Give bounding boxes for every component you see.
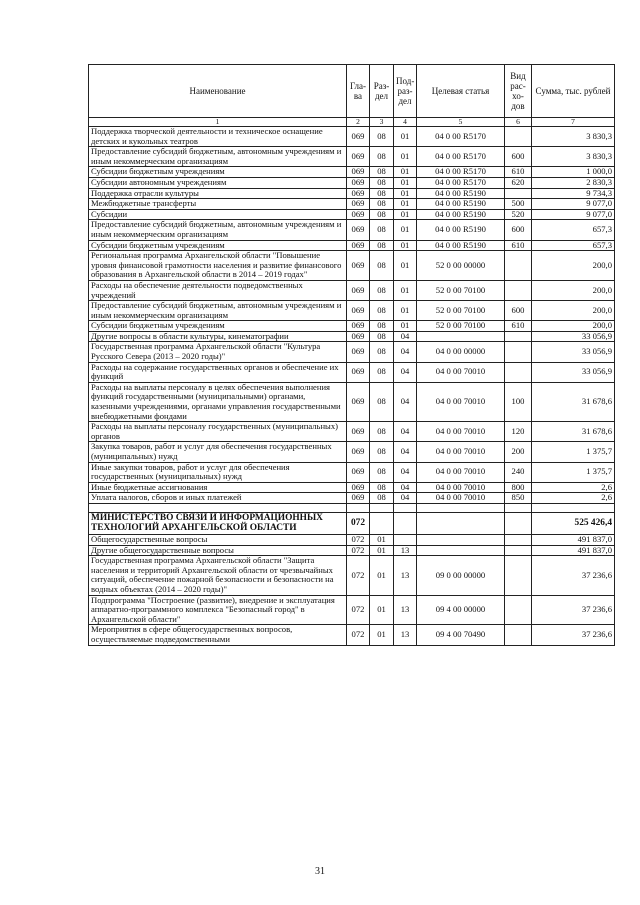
column-number: 5 xyxy=(417,118,505,127)
cell-vid: 120 xyxy=(505,422,532,442)
cell-vid: 800 xyxy=(505,482,532,493)
cell-razdel: 08 xyxy=(370,220,394,240)
cell-summa: 3 830,3 xyxy=(532,147,615,167)
cell-razdel: 08 xyxy=(370,280,394,300)
cell-statya xyxy=(417,534,505,545)
cell-podrazdel: 01 xyxy=(394,199,417,210)
table-row xyxy=(89,556,615,595)
cell-statya: 09 4 00 70490 xyxy=(417,625,505,645)
header-glava: Гла-ва xyxy=(347,65,370,118)
cell-glava: 069 xyxy=(347,147,370,167)
cell-razdel: 08 xyxy=(370,462,394,482)
cell-podrazdel xyxy=(394,534,417,545)
header-name: Наименование xyxy=(89,65,347,118)
cell-statya: 04 0 00 R5190 xyxy=(417,209,505,220)
column-number-row xyxy=(89,118,615,127)
column-number: 1 xyxy=(89,118,347,127)
table-row xyxy=(89,301,615,321)
cell-summa: 33 056,9 xyxy=(532,362,615,382)
cell-podrazdel: 04 xyxy=(394,382,417,421)
cell-glava: 072 xyxy=(347,545,370,556)
cell-vid xyxy=(505,127,532,147)
cell-statya: 04 0 00 70010 xyxy=(417,493,505,504)
cell-summa: 31 678,6 xyxy=(532,422,615,442)
cell-vid: 500 xyxy=(505,199,532,210)
table-row xyxy=(89,331,615,342)
cell-vid xyxy=(505,625,532,645)
cell-razdel: 08 xyxy=(370,321,394,332)
cell-podrazdel: 01 xyxy=(394,301,417,321)
cell-statya: 09 0 00 00000 xyxy=(417,556,505,595)
cell-razdel: 01 xyxy=(370,556,394,595)
cell-glava: 069 xyxy=(347,167,370,178)
cell-vid: 600 xyxy=(505,147,532,167)
cell-name: Субсидии бюджетным учреждениям xyxy=(89,167,347,178)
cell-razdel: 01 xyxy=(370,545,394,556)
cell-vid: 610 xyxy=(505,240,532,251)
cell-glava: 069 xyxy=(347,199,370,210)
cell-glava: 072 xyxy=(347,625,370,645)
cell-name: Другие общегосударственные вопросы xyxy=(89,545,347,556)
cell-name: Расходы на выплаты персоналу в целях обеспечения выполнения функций государственными (муниципальными) органами, казенными учреждениями, органами управления государственными внебюджетными фондами xyxy=(89,382,347,421)
cell-podrazdel: 01 xyxy=(394,220,417,240)
cell-glava: 069 xyxy=(347,177,370,188)
cell-podrazdel: 01 xyxy=(394,251,417,281)
cell-razdel: 08 xyxy=(370,301,394,321)
cell-vid: 610 xyxy=(505,321,532,332)
empty-cell xyxy=(347,503,370,512)
table-row xyxy=(89,209,615,220)
cell-podrazdel: 04 xyxy=(394,331,417,342)
cell-glava: 069 xyxy=(347,362,370,382)
cell-razdel: 08 xyxy=(370,493,394,504)
cell-statya: 04 0 00 00000 xyxy=(417,342,505,362)
cell-name: Закупка товаров, работ и услуг для обеспечения государственных (муниципальных) нужд xyxy=(89,442,347,462)
ministry-row xyxy=(89,512,615,534)
cell-name: МИНИСТЕРСТВО СВЯЗИ И ИНФОРМАЦИОННЫХ ТЕХНОЛОГИЙ АРХАНГЕЛЬСКОЙ ОБЛАСТИ xyxy=(89,512,347,534)
empty-cell xyxy=(532,503,615,512)
cell-summa: 657,3 xyxy=(532,220,615,240)
cell-podrazdel xyxy=(394,512,417,534)
cell-podrazdel: 01 xyxy=(394,127,417,147)
cell-podrazdel: 01 xyxy=(394,280,417,300)
table-row xyxy=(89,280,615,300)
cell-podrazdel: 01 xyxy=(394,147,417,167)
cell-vid xyxy=(505,342,532,362)
cell-glava: 069 xyxy=(347,188,370,199)
cell-name: Общегосударственные вопросы xyxy=(89,534,347,545)
cell-statya: 04 0 00 R5190 xyxy=(417,220,505,240)
cell-name: Иные закупки товаров, работ и услуг для обеспечения государственных (муниципальных) нужд xyxy=(89,462,347,482)
cell-vid xyxy=(505,188,532,199)
cell-statya: 04 0 00 70010 xyxy=(417,382,505,421)
table-row xyxy=(89,321,615,332)
cell-summa: 2,6 xyxy=(532,482,615,493)
cell-razdel: 08 xyxy=(370,342,394,362)
cell-summa: 1 375,7 xyxy=(532,442,615,462)
cell-razdel: 08 xyxy=(370,422,394,442)
cell-summa: 9 077,0 xyxy=(532,199,615,210)
cell-razdel xyxy=(370,512,394,534)
cell-statya: 04 0 00 70010 xyxy=(417,462,505,482)
table-body xyxy=(89,127,615,646)
cell-vid: 600 xyxy=(505,220,532,240)
cell-vid: 240 xyxy=(505,462,532,482)
table-row xyxy=(89,220,615,240)
cell-glava: 069 xyxy=(347,422,370,442)
cell-statya: 04 0 00 R5190 xyxy=(417,199,505,210)
table-row xyxy=(89,482,615,493)
cell-summa: 1 000,0 xyxy=(532,167,615,178)
cell-summa: 200,0 xyxy=(532,280,615,300)
cell-vid: 200 xyxy=(505,442,532,462)
table-row xyxy=(89,188,615,199)
cell-name: Субсидии xyxy=(89,209,347,220)
header-podrazdel: Под-раз-дел xyxy=(394,65,417,118)
cell-podrazdel: 01 xyxy=(394,167,417,178)
cell-razdel: 08 xyxy=(370,240,394,251)
cell-razdel: 08 xyxy=(370,177,394,188)
cell-razdel: 08 xyxy=(370,251,394,281)
cell-statya: 04 0 00 R5190 xyxy=(417,188,505,199)
cell-razdel: 08 xyxy=(370,331,394,342)
header-statya: Целевая статья xyxy=(417,65,505,118)
table-row xyxy=(89,442,615,462)
cell-statya xyxy=(417,545,505,556)
cell-podrazdel: 13 xyxy=(394,625,417,645)
cell-podrazdel: 04 xyxy=(394,482,417,493)
cell-name: Расходы на выплаты персоналу государственных (муниципальных) органов xyxy=(89,422,347,442)
table-row xyxy=(89,534,615,545)
cell-name: Субсидии бюджетным учреждениям xyxy=(89,321,347,332)
cell-statya: 04 0 00 R5170 xyxy=(417,167,505,178)
table-row xyxy=(89,199,615,210)
cell-vid: 620 xyxy=(505,177,532,188)
column-number: 3 xyxy=(370,118,394,127)
cell-name: Субсидии автономным учреждениям xyxy=(89,177,347,188)
cell-glava: 069 xyxy=(347,209,370,220)
cell-statya: 52 0 00 70100 xyxy=(417,280,505,300)
cell-podrazdel: 04 xyxy=(394,422,417,442)
cell-razdel: 01 xyxy=(370,625,394,645)
cell-statya: 04 0 00 70010 xyxy=(417,482,505,493)
table-row xyxy=(89,493,615,504)
cell-vid xyxy=(505,362,532,382)
cell-summa: 31 678,6 xyxy=(532,382,615,421)
cell-glava: 069 xyxy=(347,220,370,240)
cell-podrazdel: 01 xyxy=(394,240,417,251)
cell-statya: 09 4 00 00000 xyxy=(417,595,505,625)
cell-podrazdel: 01 xyxy=(394,321,417,332)
cell-summa: 200,0 xyxy=(532,321,615,332)
header-row xyxy=(89,65,615,118)
cell-glava: 072 xyxy=(347,595,370,625)
table-row xyxy=(89,422,615,442)
cell-statya: 52 0 00 00000 xyxy=(417,251,505,281)
cell-summa: 491 837,0 xyxy=(532,534,615,545)
page-number: 31 xyxy=(315,866,325,877)
cell-summa: 33 056,9 xyxy=(532,342,615,362)
cell-glava: 069 xyxy=(347,493,370,504)
cell-vid xyxy=(505,251,532,281)
cell-podrazdel: 04 xyxy=(394,442,417,462)
cell-podrazdel: 01 xyxy=(394,209,417,220)
cell-razdel: 08 xyxy=(370,147,394,167)
cell-vid xyxy=(505,280,532,300)
cell-razdel: 08 xyxy=(370,442,394,462)
cell-razdel: 08 xyxy=(370,188,394,199)
cell-name: Межбюджетные трансферты xyxy=(89,199,347,210)
column-number: 4 xyxy=(394,118,417,127)
empty-cell xyxy=(394,503,417,512)
cell-glava: 069 xyxy=(347,240,370,251)
cell-podrazdel: 04 xyxy=(394,362,417,382)
cell-podrazdel: 01 xyxy=(394,188,417,199)
cell-podrazdel: 04 xyxy=(394,342,417,362)
cell-glava: 069 xyxy=(347,251,370,281)
cell-summa: 9 077,0 xyxy=(532,209,615,220)
table-row xyxy=(89,362,615,382)
cell-vid xyxy=(505,331,532,342)
cell-glava: 069 xyxy=(347,482,370,493)
header-vid: Вид рас-хо-дов xyxy=(505,65,532,118)
cell-podrazdel: 01 xyxy=(394,177,417,188)
empty-cell xyxy=(505,503,532,512)
cell-statya: 52 0 00 70100 xyxy=(417,321,505,332)
cell-glava: 069 xyxy=(347,342,370,362)
cell-name: Предоставление субсидий бюджетным, автономным учреждениям и иным некоммерческим организациям xyxy=(89,301,347,321)
cell-statya xyxy=(417,512,505,534)
cell-podrazdel: 04 xyxy=(394,493,417,504)
table-row xyxy=(89,382,615,421)
cell-name: Мероприятия в сфере общегосударственных вопросов, осуществляемые подведомственными xyxy=(89,625,347,645)
cell-summa: 33 056,9 xyxy=(532,331,615,342)
cell-summa: 525 426,4 xyxy=(532,512,615,534)
cell-razdel: 08 xyxy=(370,482,394,493)
cell-statya: 04 0 00 70010 xyxy=(417,442,505,462)
cell-name: Региональная программа Архангельской области "Повышение уровня финансовой грамотности населения и развитие финансового образования в Архангельской области в 2014 – 2019 годах" xyxy=(89,251,347,281)
cell-name: Государственная программа Архангельской области "Культура Русского Севера (2013 – 2020 годы)" xyxy=(89,342,347,362)
cell-vid xyxy=(505,534,532,545)
cell-summa: 657,3 xyxy=(532,240,615,251)
cell-vid: 100 xyxy=(505,382,532,421)
cell-summa: 2 830,3 xyxy=(532,177,615,188)
cell-razdel: 08 xyxy=(370,199,394,210)
cell-vid xyxy=(505,545,532,556)
cell-vid: 610 xyxy=(505,167,532,178)
cell-statya: 04 0 00 R5190 xyxy=(417,240,505,251)
cell-statya: 04 0 00 70010 xyxy=(417,422,505,442)
table-row xyxy=(89,595,615,625)
empty-cell xyxy=(417,503,505,512)
table-row xyxy=(89,127,615,147)
cell-razdel: 08 xyxy=(370,362,394,382)
cell-glava: 069 xyxy=(347,331,370,342)
cell-razdel: 08 xyxy=(370,382,394,421)
budget-table xyxy=(88,64,615,646)
cell-glava: 069 xyxy=(347,382,370,421)
cell-name: Государственная программа Архангельской области "Защита населения и территорий Архангельской области от чрезвычайных ситуаций, обеспечение пожарной безопасности и безопасности на водных объектах (2014 – 2020 годы)" xyxy=(89,556,347,595)
cell-razdel: 08 xyxy=(370,167,394,178)
cell-vid xyxy=(505,556,532,595)
cell-vid xyxy=(505,595,532,625)
cell-summa: 3 830,3 xyxy=(532,127,615,147)
cell-glava: 069 xyxy=(347,301,370,321)
table-row xyxy=(89,177,615,188)
cell-summa: 2,6 xyxy=(532,493,615,504)
table-row xyxy=(89,251,615,281)
cell-glava: 069 xyxy=(347,442,370,462)
cell-razdel: 01 xyxy=(370,534,394,545)
cell-podrazdel: 13 xyxy=(394,545,417,556)
cell-summa: 37 236,6 xyxy=(532,625,615,645)
cell-statya: 04 0 00 R5170 xyxy=(417,127,505,147)
cell-glava: 072 xyxy=(347,556,370,595)
spacer-row xyxy=(89,503,615,512)
cell-name: Другие вопросы в области культуры, кинематографии xyxy=(89,331,347,342)
cell-name: Предоставление субсидий бюджетным, автономным учреждениям и иным некоммерческим организациям xyxy=(89,220,347,240)
cell-name: Расходы на содержание государственных органов и обеспечение их функций xyxy=(89,362,347,382)
cell-vid: 850 xyxy=(505,493,532,504)
cell-statya: 52 0 00 70100 xyxy=(417,301,505,321)
cell-statya: 04 0 00 R5170 xyxy=(417,177,505,188)
cell-statya xyxy=(417,331,505,342)
cell-vid: 520 xyxy=(505,209,532,220)
cell-summa: 1 375,7 xyxy=(532,462,615,482)
empty-cell xyxy=(89,503,347,512)
cell-summa: 9 734,3 xyxy=(532,188,615,199)
cell-summa: 200,0 xyxy=(532,251,615,281)
header-summa: Сумма, тыс. рублей xyxy=(532,65,615,118)
header-razdel: Раз-дел xyxy=(370,65,394,118)
cell-glava: 069 xyxy=(347,127,370,147)
cell-razdel: 01 xyxy=(370,595,394,625)
cell-name: Иные бюджетные ассигнования xyxy=(89,482,347,493)
cell-podrazdel: 13 xyxy=(394,595,417,625)
cell-name: Поддержка творческой деятельности и техническое оснащение детских и кукольных театров xyxy=(89,127,347,147)
column-number: 7 xyxy=(532,118,615,127)
cell-glava: 072 xyxy=(347,534,370,545)
table-row xyxy=(89,342,615,362)
cell-vid xyxy=(505,512,532,534)
cell-vid: 600 xyxy=(505,301,532,321)
table-row xyxy=(89,240,615,251)
cell-glava: 069 xyxy=(347,280,370,300)
cell-glava: 069 xyxy=(347,462,370,482)
cell-name: Субсидии бюджетным учреждениям xyxy=(89,240,347,251)
cell-glava: 072 xyxy=(347,512,370,534)
cell-glava: 069 xyxy=(347,321,370,332)
table-row xyxy=(89,545,615,556)
cell-podrazdel: 13 xyxy=(394,556,417,595)
cell-razdel: 08 xyxy=(370,209,394,220)
table-row xyxy=(89,625,615,645)
table-row xyxy=(89,167,615,178)
budget-document xyxy=(88,64,614,646)
table-row xyxy=(89,147,615,167)
cell-statya: 04 0 00 R5170 xyxy=(417,147,505,167)
cell-statya: 04 0 00 70010 xyxy=(417,362,505,382)
cell-podrazdel: 04 xyxy=(394,462,417,482)
cell-name: Подпрограмма "Построение (развитие), внедрение и эксплуатация аппаратно-программного комплекса "Безопасный город" в Архангельской области" xyxy=(89,595,347,625)
cell-summa: 200,0 xyxy=(532,301,615,321)
cell-name: Расходы на обеспечение деятельности подведомственных учреждений xyxy=(89,280,347,300)
cell-name: Уплата налогов, сборов и иных платежей xyxy=(89,493,347,504)
column-number: 2 xyxy=(347,118,370,127)
cell-name: Предоставление субсидий бюджетным, автономным учреждениям и иным некоммерческим организациям xyxy=(89,147,347,167)
table-row xyxy=(89,462,615,482)
cell-name: Поддержка отрасли культуры xyxy=(89,188,347,199)
cell-summa: 37 236,6 xyxy=(532,556,615,595)
cell-summa: 491 837,0 xyxy=(532,545,615,556)
cell-summa: 37 236,6 xyxy=(532,595,615,625)
cell-razdel: 08 xyxy=(370,127,394,147)
column-number: 6 xyxy=(505,118,532,127)
empty-cell xyxy=(370,503,394,512)
